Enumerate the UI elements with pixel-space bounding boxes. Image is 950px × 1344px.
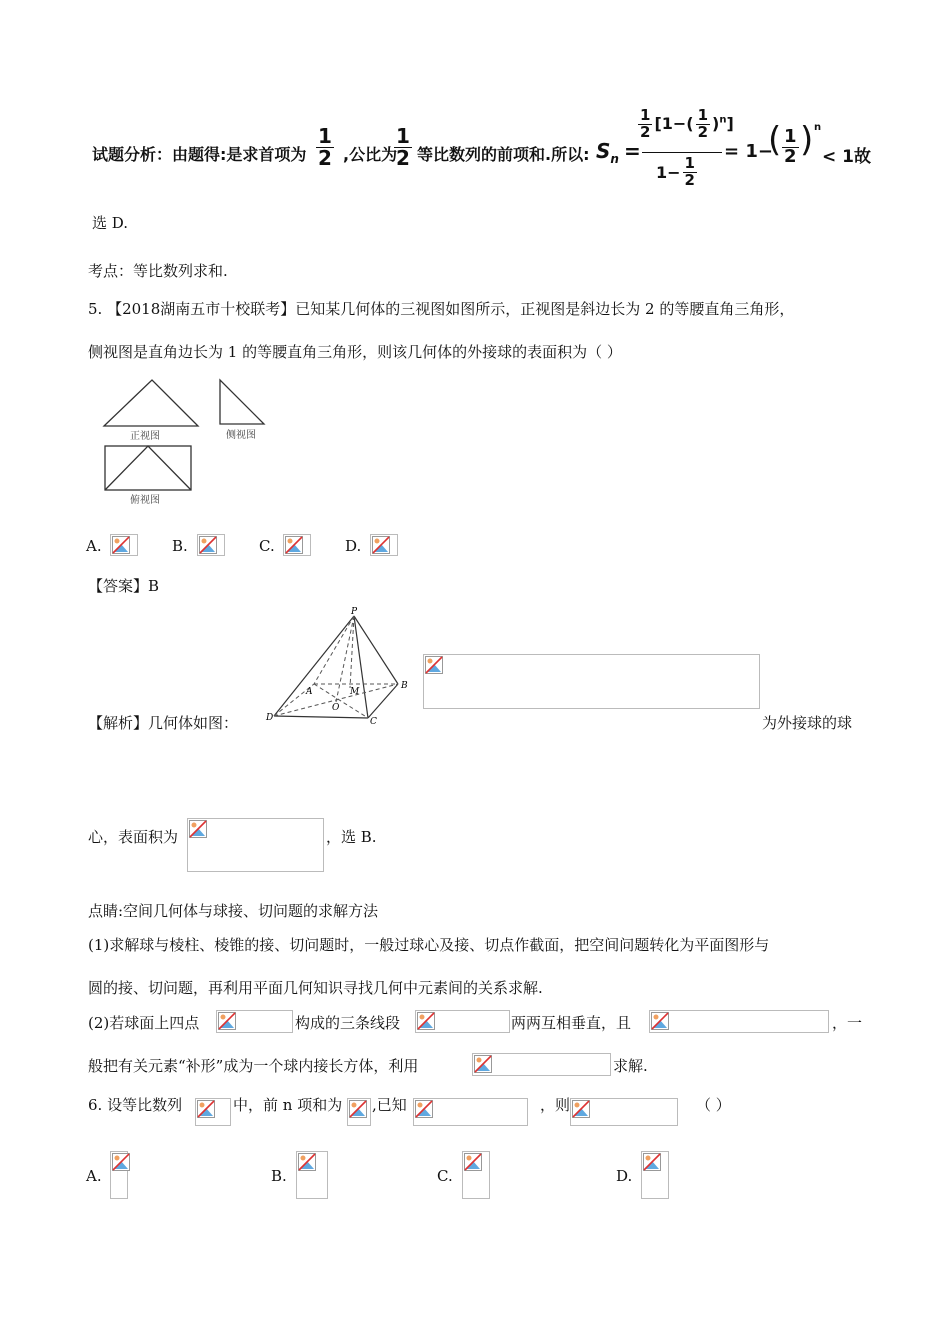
analysis-mid2: 等比数列的前项和.所以: <box>417 145 590 164</box>
main-fraction-bar <box>642 152 722 153</box>
side-view-label: 侧视图 <box>226 430 256 441</box>
kaodian: 考点：等比数列求和. <box>88 262 228 280</box>
half-fraction-2: $\frac{1}{2}$ <box>396 124 410 170</box>
broken-image-icon <box>464 1153 482 1171</box>
sn-symbol: $S_n$ <box>596 139 619 166</box>
broken-image-icon <box>112 536 130 554</box>
dianjing-p2-line2-b: 求解. <box>613 1057 648 1075</box>
q5-option-d-image <box>370 534 398 556</box>
q6-d: ，则 <box>540 1096 571 1114</box>
q5-option-a-image <box>110 534 138 556</box>
label-o: O <box>332 703 340 713</box>
segment-lengths-image <box>649 1010 829 1033</box>
q5-option-a-label: A. <box>86 537 102 555</box>
broken-image-icon <box>189 820 207 838</box>
q5-line2: 侧视图是直角边长为 1 的等腰直角三角形，则该几何体的外接球的表面积为（ ） <box>88 343 622 361</box>
dianjing-p2-c: 两两互相垂直，且 <box>511 1014 632 1032</box>
front-view-label: 正视图 <box>130 431 160 442</box>
q6-option-a-label: A. <box>86 1167 102 1185</box>
broken-image-icon <box>572 1100 590 1118</box>
analysis-tail: < 1故 <box>822 147 871 167</box>
three-segments-image <box>415 1010 510 1033</box>
q6-option-b-label: B. <box>271 1167 287 1185</box>
left-paren: ( <box>768 120 782 160</box>
dianjing-p2-b: 构成的三条线段 <box>295 1014 401 1032</box>
q6-e: （ ） <box>696 1096 731 1114</box>
broken-image-icon <box>199 536 217 554</box>
four-points-image <box>216 1010 293 1033</box>
broken-image-icon <box>197 1100 215 1118</box>
jiexi-line2-a: 心，表面积为 <box>88 828 179 846</box>
right-paren: ) <box>800 120 814 160</box>
label-c: C <box>370 717 377 724</box>
dianjing-p2-d: ，一 <box>832 1014 863 1032</box>
broken-image-icon <box>417 1012 435 1030</box>
broken-image-icon <box>643 1153 661 1171</box>
q5-option-c-label: C. <box>259 537 275 555</box>
analysis-continued: 选 D. <box>92 214 129 232</box>
pyramid-figure <box>262 606 412 724</box>
broken-image-icon <box>372 536 390 554</box>
answer: 【答案】B <box>88 577 160 595</box>
jiexi-formula-image <box>423 654 760 709</box>
paren-exponent: n <box>814 122 822 133</box>
main-numerator: $\frac{1}{2}$ [1−( $\frac{1}{2}$ )$^n$] <box>640 106 734 141</box>
q5-line1: 5. 【2018湖南五市十校联考】已知某几何体的三视图如图所示，正视图是斜边长为 2 的等腰直角三角形， <box>88 300 795 318</box>
dianjing-p1-line1: (1)求解球与棱柱、棱锥的接、切问题时，一般过球心及接、切点作截面，把空间问题转化为平面图形与 <box>88 936 770 954</box>
broken-image-icon <box>474 1055 492 1073</box>
equals-2: = 1− <box>724 141 773 162</box>
analysis-line <box>92 142 306 165</box>
surface-area-image <box>187 818 324 872</box>
q5-option-c-image <box>283 534 311 556</box>
equals-1: = <box>624 139 641 163</box>
broken-image-icon <box>112 1153 130 1171</box>
three-views-figure <box>100 376 280 508</box>
q6-option-a-image <box>110 1151 128 1199</box>
jiexi-suffix: 为外接球的球 <box>762 714 853 732</box>
broken-image-icon <box>298 1153 316 1171</box>
dianjing-p2-a: (2)若球面上四点 <box>88 1014 200 1032</box>
label-b: B <box>401 681 408 691</box>
dianjing-p2-line2-a: 般把有关元素“补形”成为一个球内接长方体，利用 <box>88 1057 419 1075</box>
sequence-image <box>195 1098 231 1126</box>
q6-option-d-image <box>641 1151 669 1199</box>
label-d: D <box>266 713 274 723</box>
top-view-lines <box>105 446 191 490</box>
broken-image-icon <box>349 1100 367 1118</box>
analysis-prefix: 试题分析：由题得:是求首项为 <box>92 145 307 164</box>
given-condition-image <box>413 1098 528 1126</box>
half-fraction-1: $\frac{1}{2}$ <box>318 124 332 170</box>
top-view-label: 俯视图 <box>130 495 160 506</box>
dianjing-p1-line2: 圆的接、切问题，再利用平面几何知识寻找几何中元素间的关系求解. <box>88 979 543 997</box>
label-a: A <box>306 687 313 697</box>
side-view-triangle <box>220 380 264 424</box>
dianjing-title: 点睛:空间几何体与球接、切问题的求解方法 <box>88 902 379 920</box>
q6-option-d-label: D. <box>616 1167 633 1185</box>
broken-image-icon <box>651 1012 669 1030</box>
q5-option-b-image <box>197 534 225 556</box>
q5-option-d-label: D. <box>345 537 362 555</box>
broken-image-icon <box>415 1100 433 1118</box>
sn-image <box>347 1098 371 1126</box>
q6-option-c-label: C. <box>437 1167 453 1185</box>
main-denominator: 1− $\frac{1}{2}$ <box>656 154 695 189</box>
formula-image <box>472 1053 611 1076</box>
target-expression-image <box>570 1098 678 1126</box>
broken-image-icon <box>285 536 303 554</box>
front-view-triangle <box>104 380 198 426</box>
jiexi-line2-b: ，选 B. <box>326 828 377 846</box>
top-view-rect <box>105 446 191 490</box>
q6-b: 中，前 n 项和为 <box>233 1096 343 1114</box>
paren-fraction: $\frac{1}{2}$ <box>784 126 797 167</box>
q6-c: ,已知 <box>372 1096 407 1114</box>
jiexi-prefix: 【解析】几何体如图： <box>88 714 239 732</box>
q6-option-b-image <box>296 1151 328 1199</box>
analysis-mid1: ,公比为 <box>343 145 398 164</box>
broken-image-icon <box>218 1012 236 1030</box>
q6-option-c-image <box>462 1151 490 1199</box>
broken-image-icon <box>425 656 443 674</box>
label-p: P <box>351 607 358 617</box>
label-m: M <box>350 687 360 697</box>
q5-option-b-label: B. <box>172 537 188 555</box>
q6-a: 6. 设等比数列 <box>88 1096 183 1114</box>
